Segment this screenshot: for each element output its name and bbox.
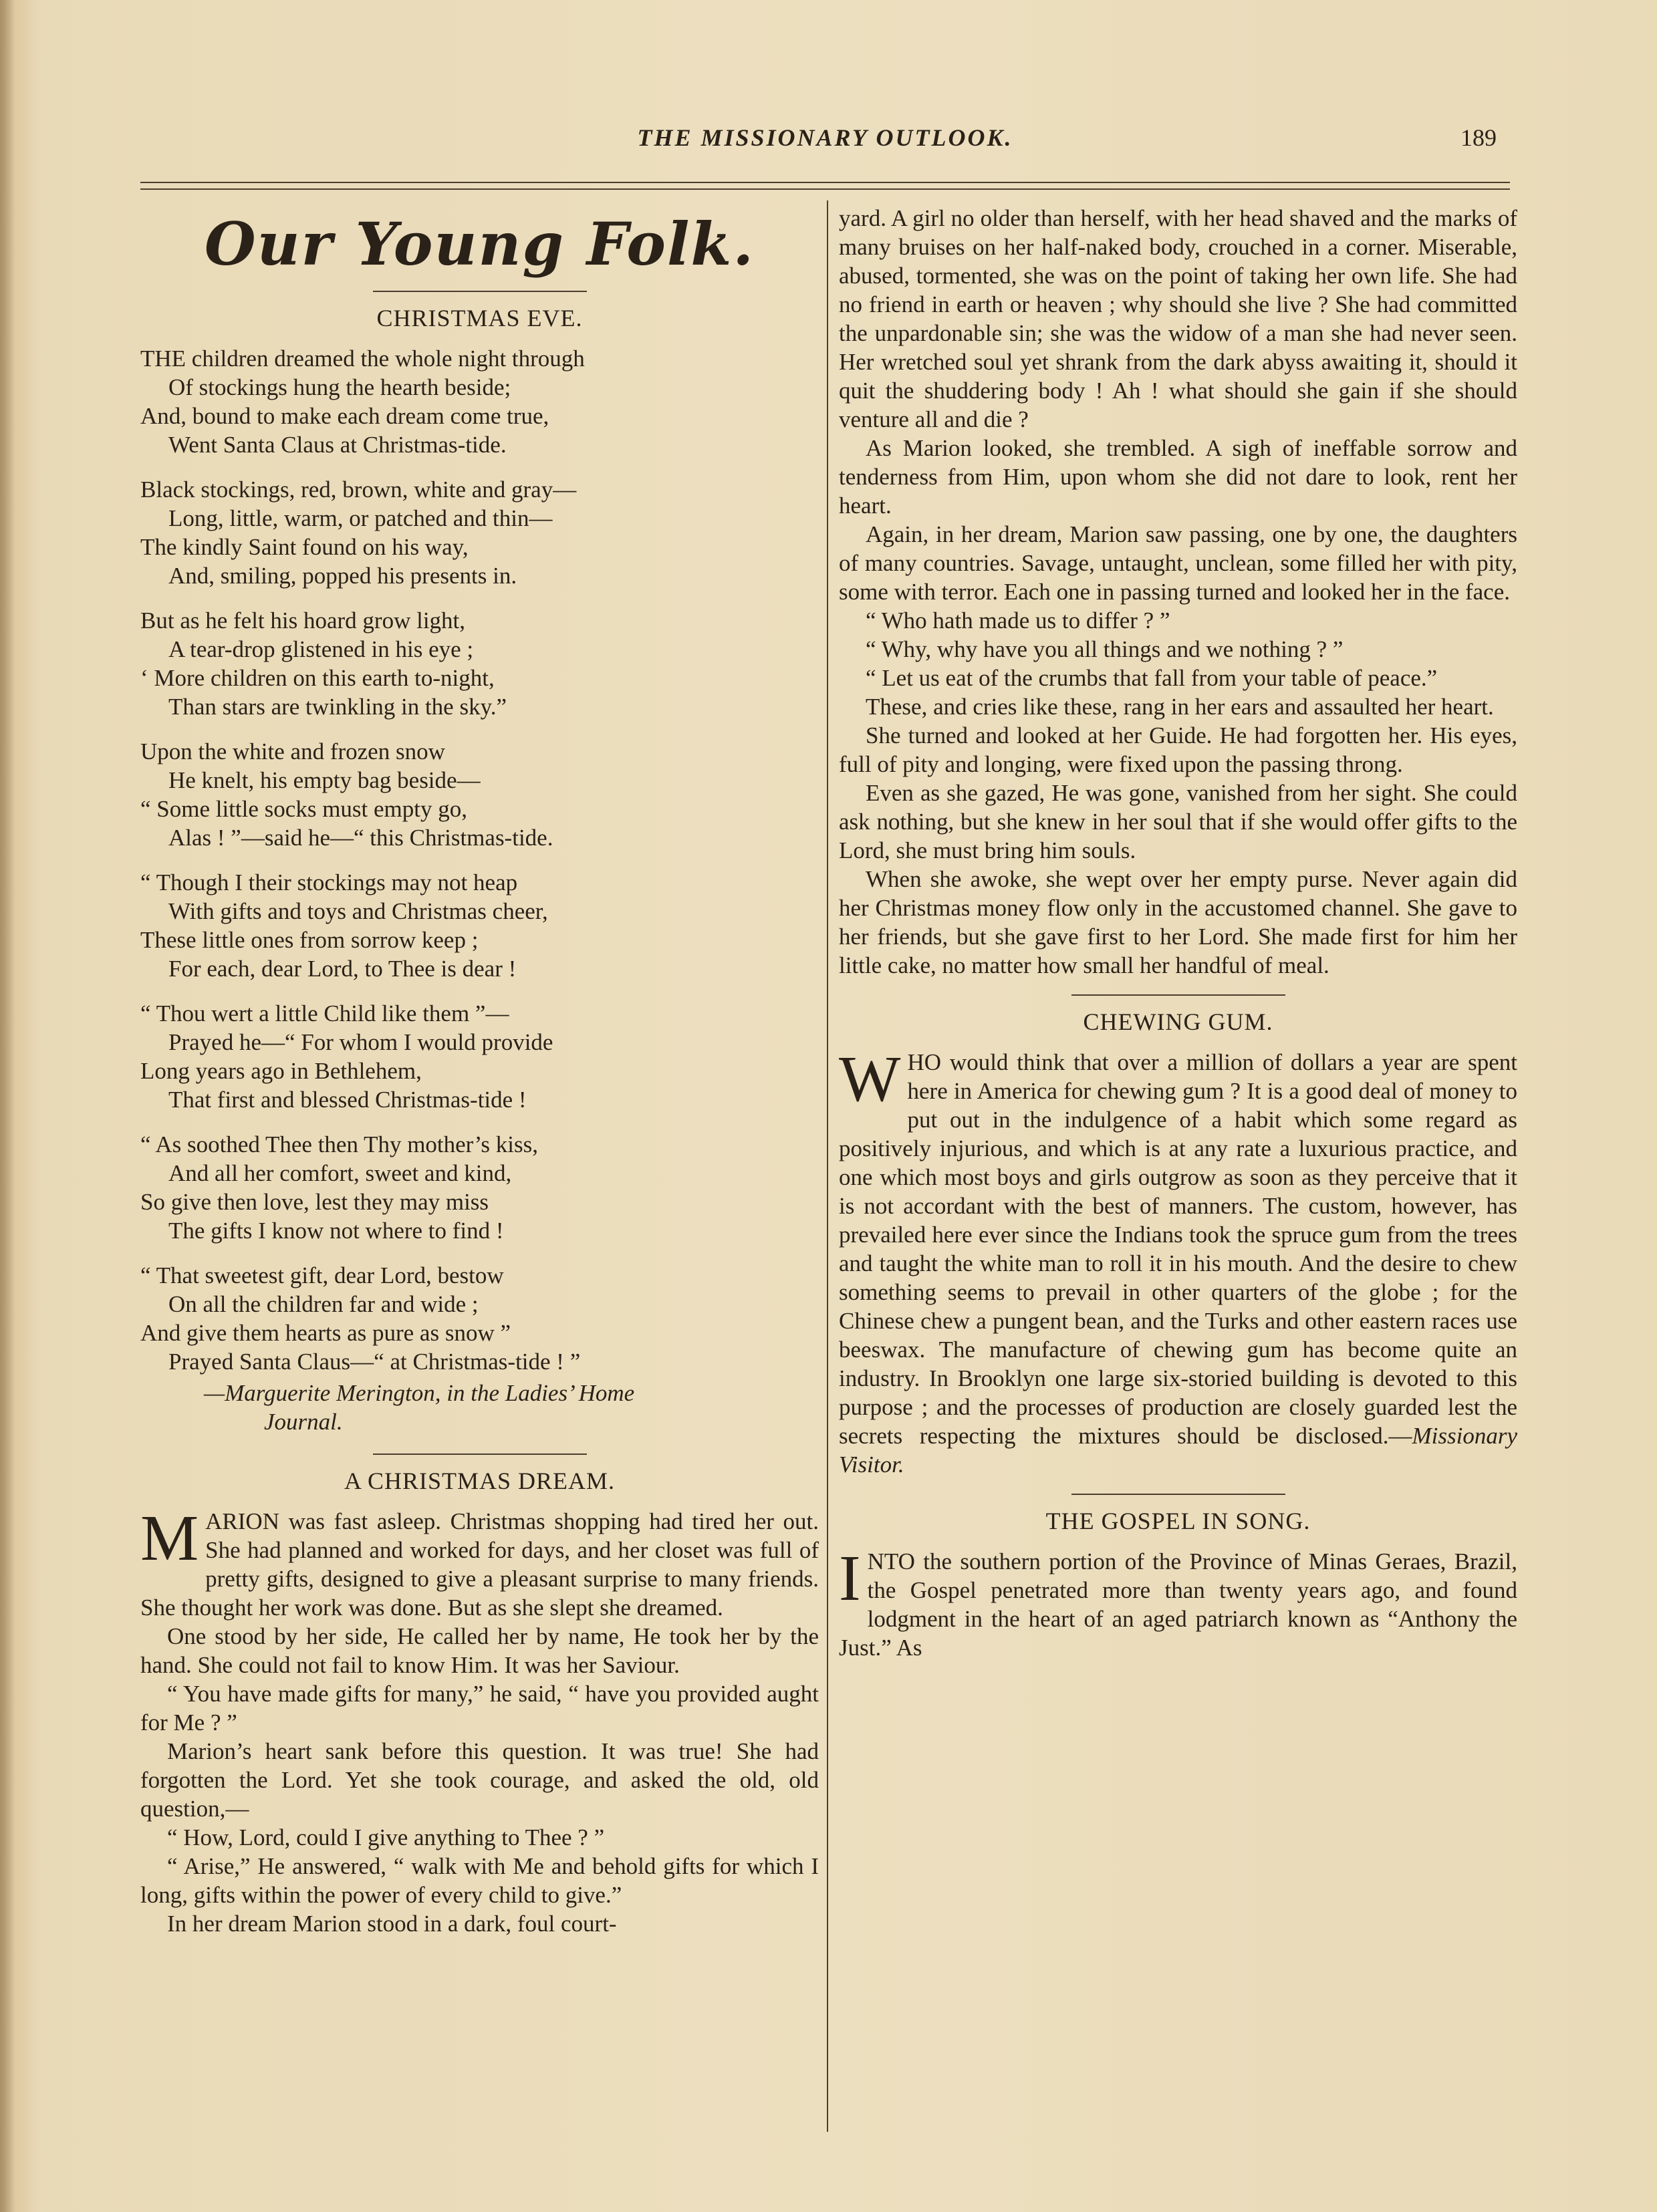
poem-line: “ That sweetest gift, dear Lord, bestow xyxy=(140,1262,504,1288)
poem-line: And all her comfort, sweet and kind, xyxy=(168,1160,512,1186)
page-header xyxy=(140,124,1510,164)
poem-stanza xyxy=(140,1130,819,1245)
right-column xyxy=(839,204,1517,1662)
poem-line: And give them hearts as pure as snow ” xyxy=(140,1320,511,1346)
poem-line: So give then love, lest they may miss xyxy=(140,1189,489,1215)
article-paragraph: “ How, Lord, could I give anything to Thee ? ” xyxy=(167,1824,605,1850)
section-rule xyxy=(373,291,587,292)
poem-line: Alas ! ”—said he—“ this Christmas-tide. xyxy=(168,825,553,851)
poem-line: A tear-drop glistened in his eye ; xyxy=(168,636,474,662)
poem-line: Long, little, warm, or patched and thin— xyxy=(168,505,553,531)
poem-stanza xyxy=(140,475,819,590)
poem-line: But as he felt his hoard grow light, xyxy=(140,607,466,634)
poem-line: Of stockings hung the hearth beside; xyxy=(168,374,511,400)
poem-line: He knelt, his empty bag beside— xyxy=(168,767,481,793)
article-paragraph: These, and cries like these, rang in her ears and assaulted her heart. xyxy=(866,694,1494,720)
poem-title: CHRISTMAS EVE. xyxy=(376,305,583,331)
poem-line: Long years ago in Bethlehem, xyxy=(140,1058,422,1084)
header-rule xyxy=(140,182,1510,190)
page-edge-shadow xyxy=(0,0,15,2212)
article-paragraph: WHO would think that over a million of dollars a year are spent here in America for chewing gum ? It is a good deal of money to put out in the indulgence of a habit which some regard as positively injurious, and which is at any rate a luxurious practice, and one which most boys and girls outgrow as soon as they perceive that it is not accordant with the best of manners. The custom, however, has prevailed here ever since the Indians took the spruce gum from the trees and taught the white man to roll it in his mouth. And the desire to chew something seems to prevail in other quarters of the globe ; for the Chinese chew a pungent bean, and the Turks and other eastern races use beeswax. The manufacture of chewing gum has become quite an industry. In Brooklyn one large six-storied building is devoted to this purpose ; and the processes of production are closely guarded lest the secrets respecting the mixtures should be disclosed.—Missionary Visitor. xyxy=(839,1043,1517,1478)
section-rule xyxy=(373,1454,587,1455)
poem-line: For each, dear Lord, to Thee is dear ! xyxy=(168,956,517,982)
running-title: THE MISSIONARY OUTLOOK. xyxy=(637,124,1013,151)
poem-line: And, bound to make each dream come true, xyxy=(140,403,549,429)
article-paragraph: “ You have made gifts for many,” he said, “ have you provided aught for Me ? ” xyxy=(140,1681,819,1736)
dream-title: A CHRISTMAS DREAM. xyxy=(344,1468,616,1494)
poem-line: That first and blessed Christmas-tide ! xyxy=(168,1087,527,1113)
poem-line: Went Santa Claus at Christmas-tide. xyxy=(168,432,507,458)
article-paragraph: One stood by her side, He called her by name, He took her by the hand. She could not fail to know Him. It was her Saviour. xyxy=(140,1623,819,1678)
poem-line: Black stockings, red, brown, white and gray— xyxy=(140,476,577,503)
article-paragraph: When she awoke, she wept over her empty purse. Never again did her Christmas money flow only in the accustomed channel. She gave to her friends, but she gave first to her Lord. She made first for him her little cake, no matter how small her handful of meal. xyxy=(839,866,1517,978)
poem-stanza xyxy=(140,344,819,459)
drop-cap: M xyxy=(140,1502,199,1574)
article-paragraph: “ Arise,” He answered, “ walk with Me and behold gifts for which I long, gifts within the power of every child to give.” xyxy=(140,1853,819,1908)
section-rule xyxy=(1071,1494,1285,1495)
poem-line: The gifts I know not where to find ! xyxy=(168,1218,504,1244)
article-paragraph: Even as she gazed, He was gone, vanished from her sight. She could ask nothing, but she knew in her soul that if she would offer gifts to the Lord, she must bring him souls. xyxy=(839,780,1517,863)
poem-line: These little ones from sorrow keep ; xyxy=(140,927,479,953)
poem-line: Prayed he—“ For whom I would provide xyxy=(168,1029,553,1055)
poem-line: THE children dreamed the whole night through xyxy=(140,345,585,372)
poem-line: And, smiling, popped his presents in. xyxy=(168,563,517,589)
article-paragraph: In her dream Marion stood in a dark, foul court- xyxy=(167,1911,617,1937)
article-paragraph: As Marion looked, she trembled. A sigh of ineffable sorrow and tenderness from Him, upon whom she did not dare to look, rent her heart. xyxy=(839,435,1517,519)
page-number: 189 xyxy=(1460,124,1497,151)
article-paragraph: MARION was fast asleep. Christmas shopping had tired her out. She had planned and worked for days, and her closet was full of pretty gifts, designed to give a pleasant surprise to many friends. She thought her work was done. But as she slept she dreamed. xyxy=(140,1502,819,1621)
poem-stanza xyxy=(140,1261,819,1376)
poem-line: With gifts and toys and Christmas cheer, xyxy=(168,898,548,924)
article-paragraph: yard. A girl no older than herself, with her head shaved and the marks of many bruises on her half-naked body, crouched in a corner. Miserable, abused, tormented, she was on the point of taking her own life. She had no friend in earth or heaven ; why should she live ? She had committed the unpardonable sin; she was the widow of a man she had never seen. Her wretched soul yet shrank from the dark abyss awaiting it, should it quit the shuddering body ! Ah ! what should she gain if she should venture all and die ? xyxy=(839,205,1517,432)
drop-cap: W xyxy=(839,1043,901,1115)
poem-line: “ Though I their stockings may not heap xyxy=(140,869,518,895)
column-divider xyxy=(827,200,828,2132)
poem-line: The kindly Saint found on his way, xyxy=(140,534,469,560)
left-column xyxy=(140,204,819,1938)
gum-title: CHEWING GUM. xyxy=(1083,1008,1273,1035)
poem-line: ‘ More children on this earth to-night, xyxy=(140,665,495,691)
article-paragraph: “ Why, why have you all things and we nothing ? ” xyxy=(866,636,1344,662)
section-rule xyxy=(1071,994,1285,996)
poem-line: Prayed Santa Claus—“ at Christmas-tide ! ” xyxy=(168,1349,581,1375)
attribution-line: —Marguerite Merington, in the Ladies’ Home xyxy=(204,1380,635,1406)
article-paragraph: Marion’s heart sank before this question. It was true! She had forgotten the Lord. Yet she took courage, and asked the old, old question,— xyxy=(140,1738,819,1822)
article-paragraph: She turned and looked at her Guide. He had forgotten her. His eyes, full of pity and longing, were fixed upon the passing throng. xyxy=(839,722,1517,777)
poem-stanza xyxy=(140,606,819,721)
poem-line: “ Thou wert a little Child like them ”— xyxy=(140,1000,509,1026)
article-source: Missionary Visitor. xyxy=(839,1423,1517,1478)
department-title: Our Young Folk. xyxy=(204,209,755,279)
poem-line: On all the children far and wide ; xyxy=(168,1291,479,1317)
article-paragraph: “ Who hath made us to differ ? ” xyxy=(866,607,1170,634)
gospel-title: THE GOSPEL IN SONG. xyxy=(1045,1508,1311,1534)
article-paragraph: “ Let us eat of the crumbs that fall from your table of peace.” xyxy=(866,665,1438,691)
poem-stanza xyxy=(140,868,819,983)
poem-attribution xyxy=(140,1379,819,1436)
poem-stanza xyxy=(140,737,819,852)
poem-line: “ Some little socks must empty go, xyxy=(140,796,467,822)
poem-line: “ As soothed Thee then Thy mother’s kiss, xyxy=(140,1131,538,1157)
poem-stanza xyxy=(140,999,819,1114)
poem-line: Upon the white and frozen snow xyxy=(140,738,445,765)
article-paragraph: Again, in her dream, Marion saw passing, one by one, the daughters of many countries. Savage, untaught, unclean, some filled her with pity, some with terror. Each one in passing turned and looked her in the face. xyxy=(839,521,1517,605)
poem-line: Than stars are twinkling in the sky.” xyxy=(168,694,507,720)
article-paragraph: INTO the southern portion of the Province of Minas Geraes, Brazil, the Gospel penetrated more than twenty years ago, and found lodgment in the heart of an aged patriarch known as “Anthony the Just.” As xyxy=(839,1542,1517,1661)
attribution-line: Journal. xyxy=(264,1409,343,1435)
drop-cap: I xyxy=(839,1542,861,1615)
